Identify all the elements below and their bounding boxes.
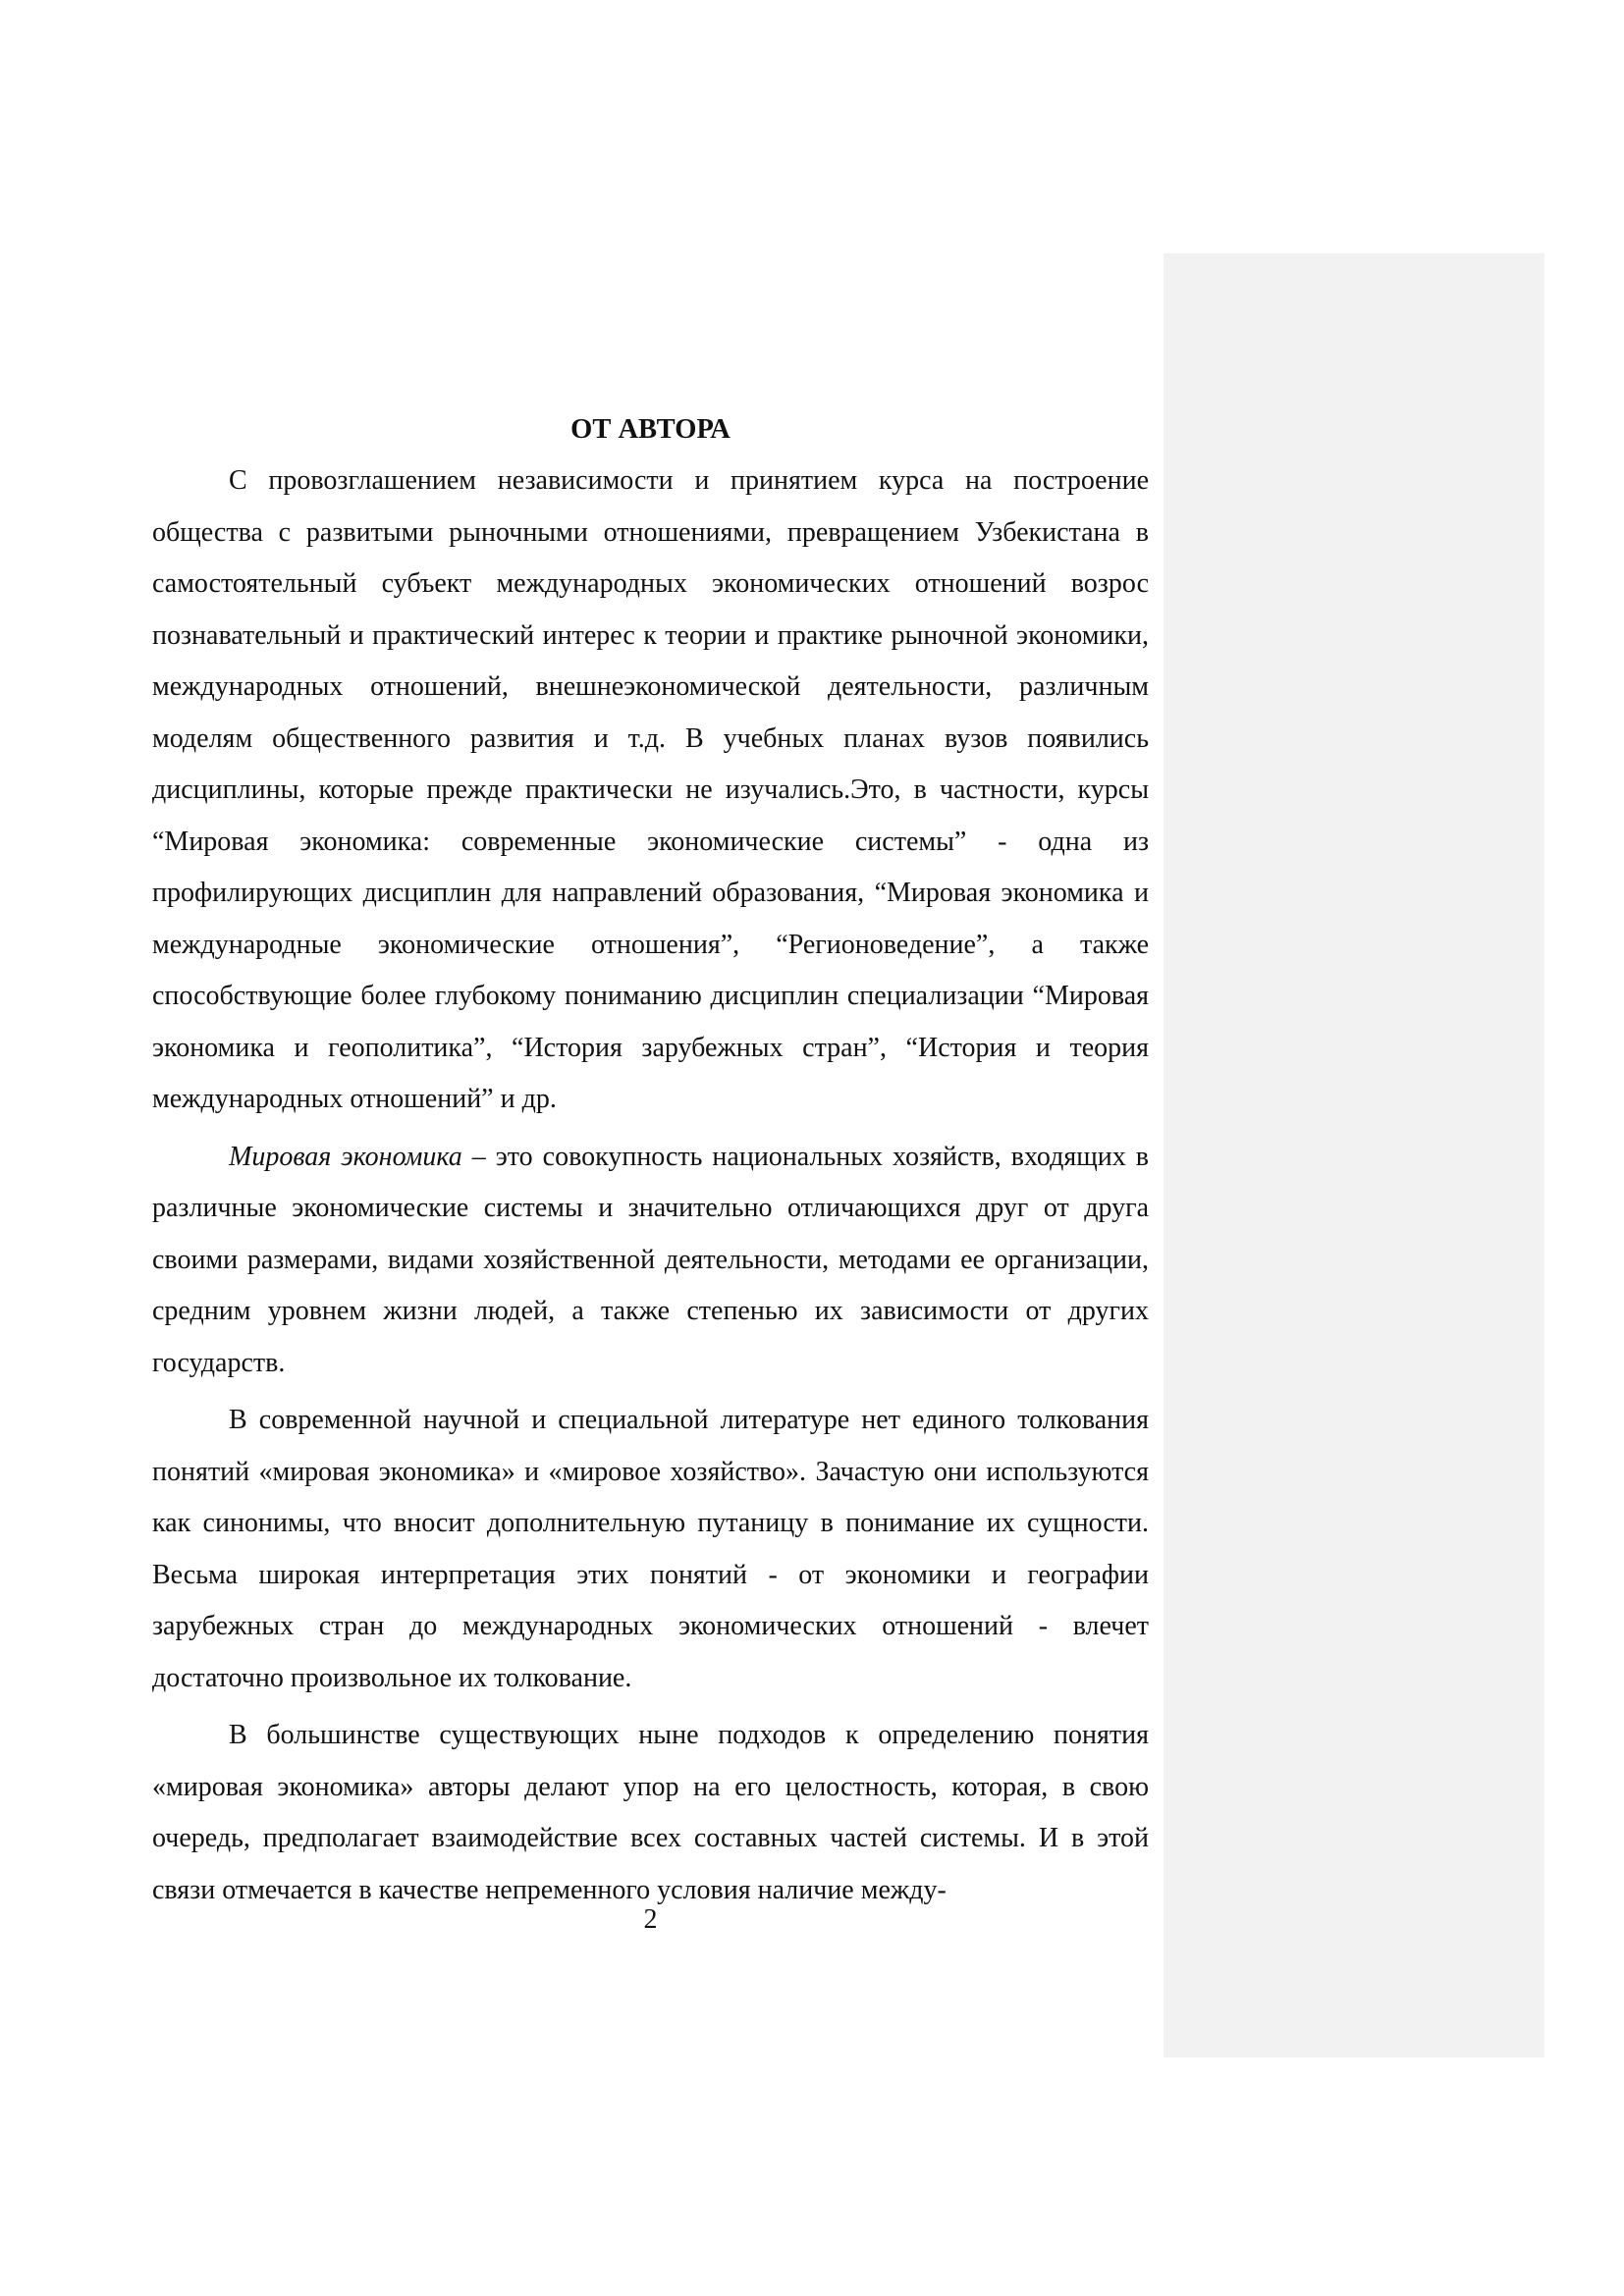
paragraph-approaches: [152, 1710, 1149, 1916]
paragraph-text: С провозглашением независимости и принятием курса на построение общества с развитыми рыночными отношениями, превращением Узбекистана в самостоятельный субъект международных экономических отношений возрос познавательный и практический интерес к теории и практике рыночной экономики, международных отношений, внешнеэкономической деятельности, различным моделям общественного развития и т.д. В учебных планах вузов появились дисциплины, которые прежде практически не изучались.Это, в частности, курсы “Мировая экономика: современные экономические системы” - одна из профилирующих дисциплин для направлений образования, “Мировая экономика и международные экономические отношения”, “Регионоведение”, а также способствующие более глубокому пониманию дисциплин специализации “Мировая экономика и геополитика”, “История зарубежных стран”, “История и теория международных отношений” и др.: [152, 465, 1149, 1114]
page-number: 2: [643, 1904, 658, 1935]
comment-margin-pane: [1164, 253, 1544, 2057]
section-heading: ОТ АВТОРА: [570, 414, 731, 445]
paragraph-definition: [152, 1132, 1149, 1390]
paragraph-text: – это совокупность национальных хозяйств, входящих в различные экономические системы и значительно отличающихся друг от друга своими размерами, видами хозяйственной деятельности, методами ее организации, средним уровнем жизни людей, а также степенью их зависимости от других государств.: [152, 1141, 1149, 1378]
document-body: [152, 404, 1149, 1916]
defined-term: Мировая экономика: [229, 1141, 462, 1172]
paragraph-text: В современной научной и специальной литературе нет единого толкования понятий «мировая экономика» и «мировое хозяйство». Зачастую они используются как синонимы, что вносит дополнительную путаницу в понимание их сущности. Весьма широкая интерпретация этих понятий - от экономики и географии зарубежных стран до международных экономических отношений - влечет достаточно произвольное их толкование.: [152, 1405, 1149, 1693]
paragraph-text: В большинстве существующих ныне подходов к определению понятия «мировая экономика» авторы делают упор на его целостность, которая, в свою очередь, предполагает взаимодействие всех составных частей системы. И в этой связи отмечается в качестве непременного условия наличие между-: [152, 1720, 1149, 1905]
paragraph-literature: [152, 1395, 1149, 1704]
paragraph-intro: [152, 455, 1149, 1126]
